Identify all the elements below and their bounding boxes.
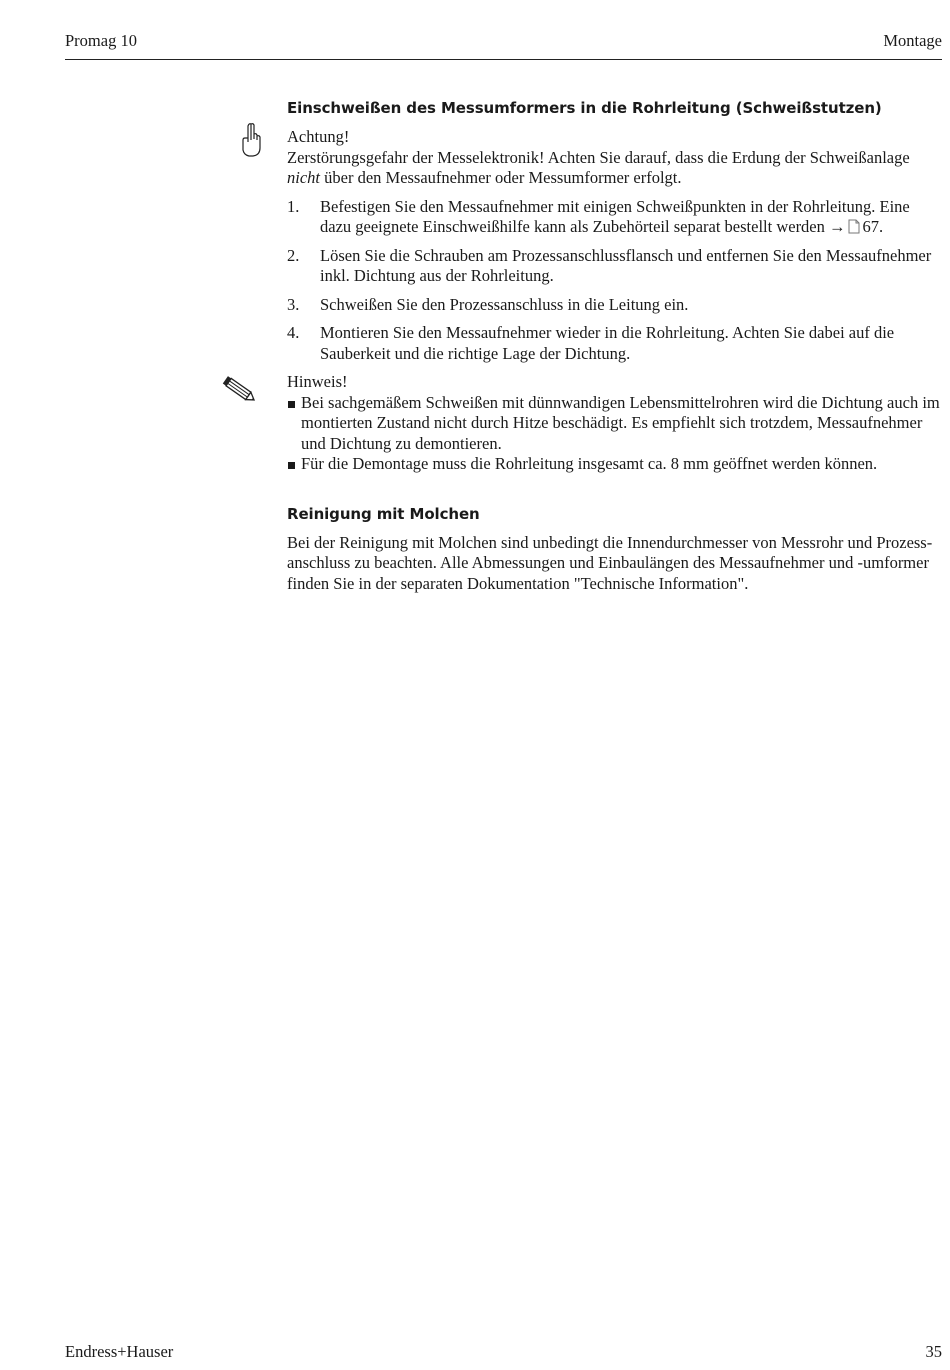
warning-label: Achtung! xyxy=(287,127,350,146)
step-number: 1. xyxy=(287,196,300,216)
warning-text-emphasis: nicht xyxy=(287,168,320,187)
pencil-icon xyxy=(220,375,258,405)
pointing-hand-icon xyxy=(240,122,264,158)
note-bullet-text: Für die Demontage muss die Rohrleitung insgesamt ca. 8 mm geöffnet werden können. xyxy=(301,454,878,473)
step-item xyxy=(287,323,942,364)
header-chapter-title: Montage xyxy=(883,31,942,50)
section-title-cleaning: Reinigung mit Molchen xyxy=(287,504,480,523)
section-title-welding: Einschweißen des Messumformers in die Rohrleitung (Schweißstutzen) xyxy=(287,99,882,117)
step-item xyxy=(287,197,942,238)
note-bullet-item xyxy=(287,393,942,455)
header-product-name: Promag 10 xyxy=(65,31,137,50)
note-bullet-text: Bei sachgemäßem Schweißen mit dünnwandigen Lebensmittelrohren wird die Dichtung auch im montierten Zustand nicht durch Hitze beschädigt. Es empfiehlt sich trotzdem, Messaufnehmer und Dichtung zu demontieren. xyxy=(301,392,940,453)
step-text: Montieren Sie den Messaufnehmer wieder in die Rohrleitung. Achten Sie dabei auf die Sauberkeit und die richtige Lage der Dichtung. xyxy=(320,323,895,363)
page-header xyxy=(65,31,942,60)
page-number: 35 xyxy=(925,1342,942,1361)
step-text: Befestigen Sie den Messaufnehmer mit einigen Schweißpunkten in der Rohrleitung. Eine dazu geeignete Einschweißhilfe kann als Zubehörteil separat bestellt werden → xyxy=(320,196,910,236)
step-text: Schweißen Sie den Prozessanschluss in die Leitung ein. xyxy=(320,294,689,314)
warning-block xyxy=(287,127,942,189)
note-bullet-item xyxy=(287,454,942,475)
step-text: Lösen Sie die Schrauben am Prozessanschlussflansch und entfernen Sie den Messaufnehmer inkl. Dichtung aus der Rohrleitung. xyxy=(320,245,932,285)
warning-text-after: über den Messaufnehmer oder Messumformer erfolgt. xyxy=(320,168,682,187)
section-cleaning xyxy=(287,502,942,595)
step-number: 2. xyxy=(287,245,300,265)
warning-text-before: Zerstörungsgefahr der Messelektronik! Achten Sie darauf, dass die Erdung der Schweißanlage xyxy=(287,147,910,167)
bullet-square-icon xyxy=(288,401,295,408)
step-item xyxy=(287,295,942,316)
note-bullets xyxy=(287,393,942,475)
step-page-ref[interactable]: 67. xyxy=(862,217,884,236)
note-label: Hinweis! xyxy=(287,372,348,391)
page-reference-icon xyxy=(848,219,860,234)
step-number: 3. xyxy=(287,294,300,314)
footer-company: Endress+Hauser xyxy=(65,1342,174,1361)
step-number: 4. xyxy=(287,323,300,342)
bullet-square-icon xyxy=(288,462,295,469)
step-item xyxy=(287,246,942,287)
note-block xyxy=(287,372,942,475)
cleaning-paragraph: Bei der Reinigung mit Molchen sind unbedingt die Innendurchmesser von Messrohr und Prozess-anschluss zu beachten. Alle Abmessungen und Einbaulängen des Messaufnehmer und -umformer finden Sie in der separaten Dokumentation "Technische Information". xyxy=(287,532,933,593)
main-content xyxy=(287,96,942,594)
procedure-steps xyxy=(287,197,942,365)
